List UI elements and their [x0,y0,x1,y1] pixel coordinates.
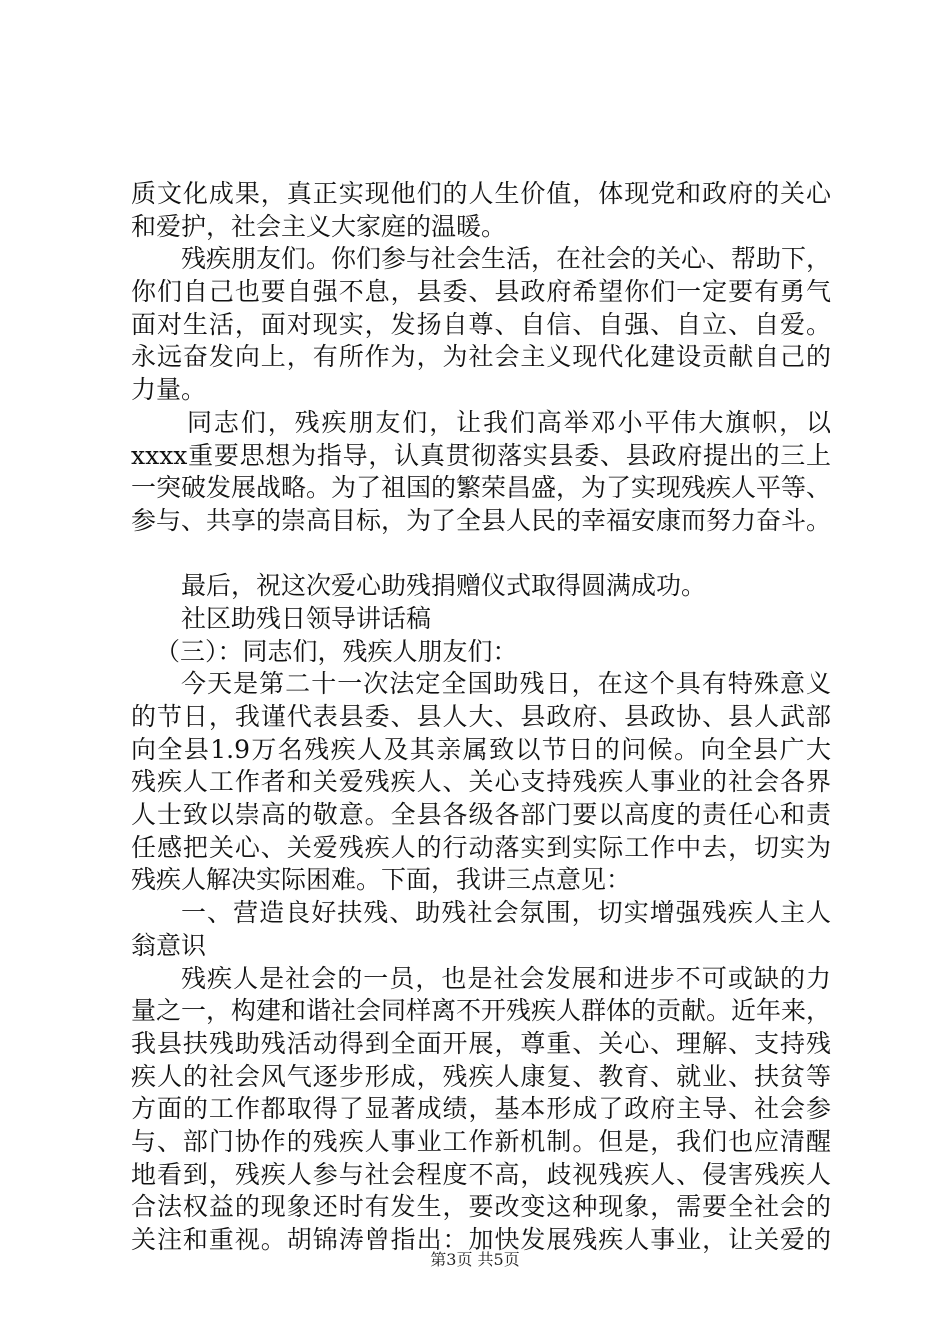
text-line: 关注和重视。胡锦涛曾指出：加快发展残疾人事业，让关爱的 [131,1225,831,1254]
text-line: 质文化成果，真正实现他们的人生价值，体现党和政府的关心 [131,179,831,208]
text-line: 最后，祝这次爱心助残捐赠仪式取得圆满成功。 [181,571,707,601]
text-line: 一、营造良好扶残、助残社会氛围，切实增强残疾人主人 [181,898,831,928]
page-number-footer: 第3页 共5页 [430,1250,520,1269]
text-line: xxxx重要思想为指导，认真贯彻落实县委、县政府提出的三上 [131,440,831,470]
text-line: 残疾人解决实际困难。下面，我讲三点意见： [131,865,632,895]
text-line: 与、部门协作的残疾人事业工作新机制。但是，我们也应清醒 [131,1126,831,1156]
text-line: 今天是第二十一次法定全国助残日，在这个具有特殊意义 [181,669,831,699]
text-line: 你们自己也要自强不息，县委、县政府希望你们一定要有勇气 [131,277,831,307]
text-line: 人士致以崇高的敬意。全县各级各部门要以高度的责任心和责 [131,800,831,830]
text-line: 一突破发展战略。为了祖国的繁荣昌盛，为了实现残疾人平等、 [131,473,832,503]
text-line: 翁意识 [131,930,207,960]
text-line: 的节日，我谨代表县委、县人大、县政府、县政协、县人武部 [131,702,831,731]
text-line: 合法权益的现象还时有发生，要改变这种现象，需要全社会的 [131,1192,831,1222]
text-line: 方面的工作都取得了显著成绩，基本形成了政府主导、社会参 [131,1094,831,1124]
text-line: 地看到，残疾人参与社会程度不高，歧视残疾人、侵害残疾人 [131,1159,831,1189]
text-line: 残疾人是社会的一员，也是社会发展和进步不可或缺的力 [181,963,831,993]
blank-line [131,538,831,571]
document-body [131,178,831,1257]
text-line: 我县扶残助残活动得到全面开展，尊重、关心、理解、支持残 [131,1028,831,1058]
text-line: 向全县1.9万名残疾人及其亲属致以节日的问候。向全县广大 [131,734,831,764]
text-line: 量之一，构建和谐社会同样离不开残疾人群体的贡献。近年来， [131,996,832,1026]
text-line: 面对生活，面对现实，发扬自尊、自信、自强、自立、自爱。 [131,309,831,339]
text-line: 任感把关心、关爱残疾人的行动落实到实际工作中去，切实为 [131,832,831,862]
text-line: 参与、共享的崇高目标，为了全县人民的幸福安康而努力奋斗。 [131,505,832,535]
text-line: 疾人的社会风气逐步形成，残疾人康复、教育、就业、扶贫等 [131,1061,831,1091]
text-line: 同志们，残疾朋友们，让我们高举邓小平伟大旗帜，以 [187,407,831,437]
section-title: 社区助残日领导讲话稿 [181,603,432,633]
text-line: 残疾人工作者和关爱残疾人、关心支持残疾人事业的社会各界 [131,767,831,797]
text-line: （三）：同志们，残疾人朋友们： [155,636,518,666]
text-line: 力量。 [131,375,207,405]
text-line: 残疾朋友们。你们参与社会生活，在社会的关心、帮助下， [181,244,832,274]
text-line: 和爱护，社会主义大家庭的温暖。 [131,211,507,241]
text-line: 永远奋发向上，有所作为，为社会主义现代化建设贡献自己的 [131,342,831,372]
